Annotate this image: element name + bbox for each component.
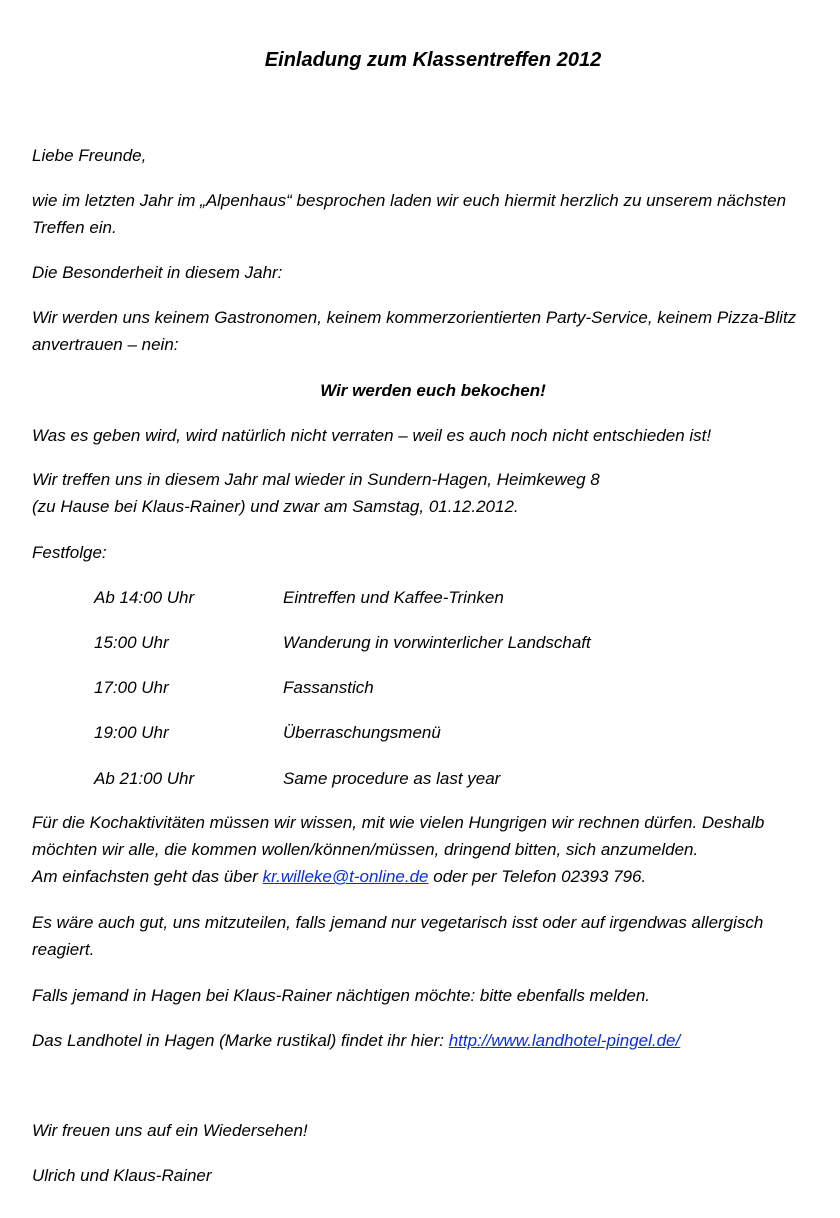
special-paragraph <box>32 304 832 358</box>
intro-line-1: wie im letzten Jahr im „Alpenhaus“ besprochen laden wir euch hiermit herzlich zu unserem nächsten <box>32 191 787 210</box>
intro-paragraph <box>32 187 832 241</box>
surprise-paragraph: Was es geben wird, wird natürlich nicht verraten – weil es auch noch nicht entschieden ist! <box>32 426 712 445</box>
registration-prefix: Am einfachsten geht das über <box>32 867 263 886</box>
dietary-line-1: Es wäre auch gut, uns mitzuteilen, falls jemand nur vegetarisch isst oder auf irgendwas allergisch <box>32 913 764 932</box>
email-link[interactable]: kr.willeke@t-online.de <box>262 867 429 886</box>
registration-paragraph <box>32 809 832 890</box>
schedule-time: 17:00 Uhr <box>94 678 169 697</box>
location-paragraph <box>32 466 832 520</box>
schedule-time: Ab 21:00 Uhr <box>94 769 195 788</box>
highlight-text: Wir werden euch bekochen! <box>320 381 546 400</box>
document-title: Einladung zum Klassentreffen 2012 <box>264 49 602 71</box>
overnight-paragraph: Falls jemand in Hagen bei Klaus-Rainer nächtigen möchte: bitte ebenfalls melden. <box>32 986 651 1005</box>
hotel-link[interactable]: http://www.landhotel-pingel.de/ <box>448 1031 681 1050</box>
schedule-heading: Festfolge: <box>32 543 107 562</box>
schedule-description: Same procedure as last year <box>283 769 501 788</box>
hotel-paragraph <box>32 1027 832 1054</box>
registration-suffix: oder per Telefon 02393 796. <box>428 867 647 886</box>
registration-line-1: Für die Kochaktivitäten müssen wir wissen, mit wie vielen Hungrigen wir rechnen dürfen. Deshalb <box>32 813 765 832</box>
schedule-time: Ab 14:00 Uhr <box>94 588 195 607</box>
special-heading: Die Besonderheit in diesem Jahr: <box>32 263 283 282</box>
location-line-2: (zu Hause bei Klaus-Rainer) und zwar am Samstag, 01.12.2012. <box>32 497 519 516</box>
location-line-1: Wir treffen uns in diesem Jahr mal wieder in Sundern-Hagen, Heimkeweg 8 <box>32 470 600 489</box>
dietary-paragraph <box>32 909 832 963</box>
hotel-prefix: Das Landhotel in Hagen (Marke rustikal) findet ihr hier: <box>32 1031 449 1050</box>
schedule-time: 15:00 Uhr <box>94 633 169 652</box>
signature: Ulrich und Klaus-Rainer <box>32 1166 212 1185</box>
closing-text: Wir freuen uns auf ein Wiedersehen! <box>32 1121 308 1140</box>
registration-line-3 <box>32 863 832 890</box>
schedule-time: 19:00 Uhr <box>94 723 169 742</box>
dietary-line-2: reagiert. <box>32 940 95 959</box>
schedule-description: Fassanstich <box>283 678 374 697</box>
greeting: Liebe Freunde, <box>32 146 147 165</box>
schedule-description: Überraschungsmenü <box>283 723 441 742</box>
intro-line-2: Treffen ein. <box>32 218 117 237</box>
schedule-description: Wanderung in vorwinterlicher Landschaft <box>283 633 591 652</box>
schedule-description: Eintreffen und Kaffee-Trinken <box>283 588 504 607</box>
registration-line-2: möchten wir alle, die kommen wollen/können/müssen, dringend bitten, sich anzumelden. <box>32 840 699 859</box>
special-line-1: Wir werden uns keinem Gastronomen, keinem kommerzorientierten Party-Service, keinem Pizza-Blitz <box>32 308 797 327</box>
special-line-2: anvertrauen – nein: <box>32 335 179 354</box>
